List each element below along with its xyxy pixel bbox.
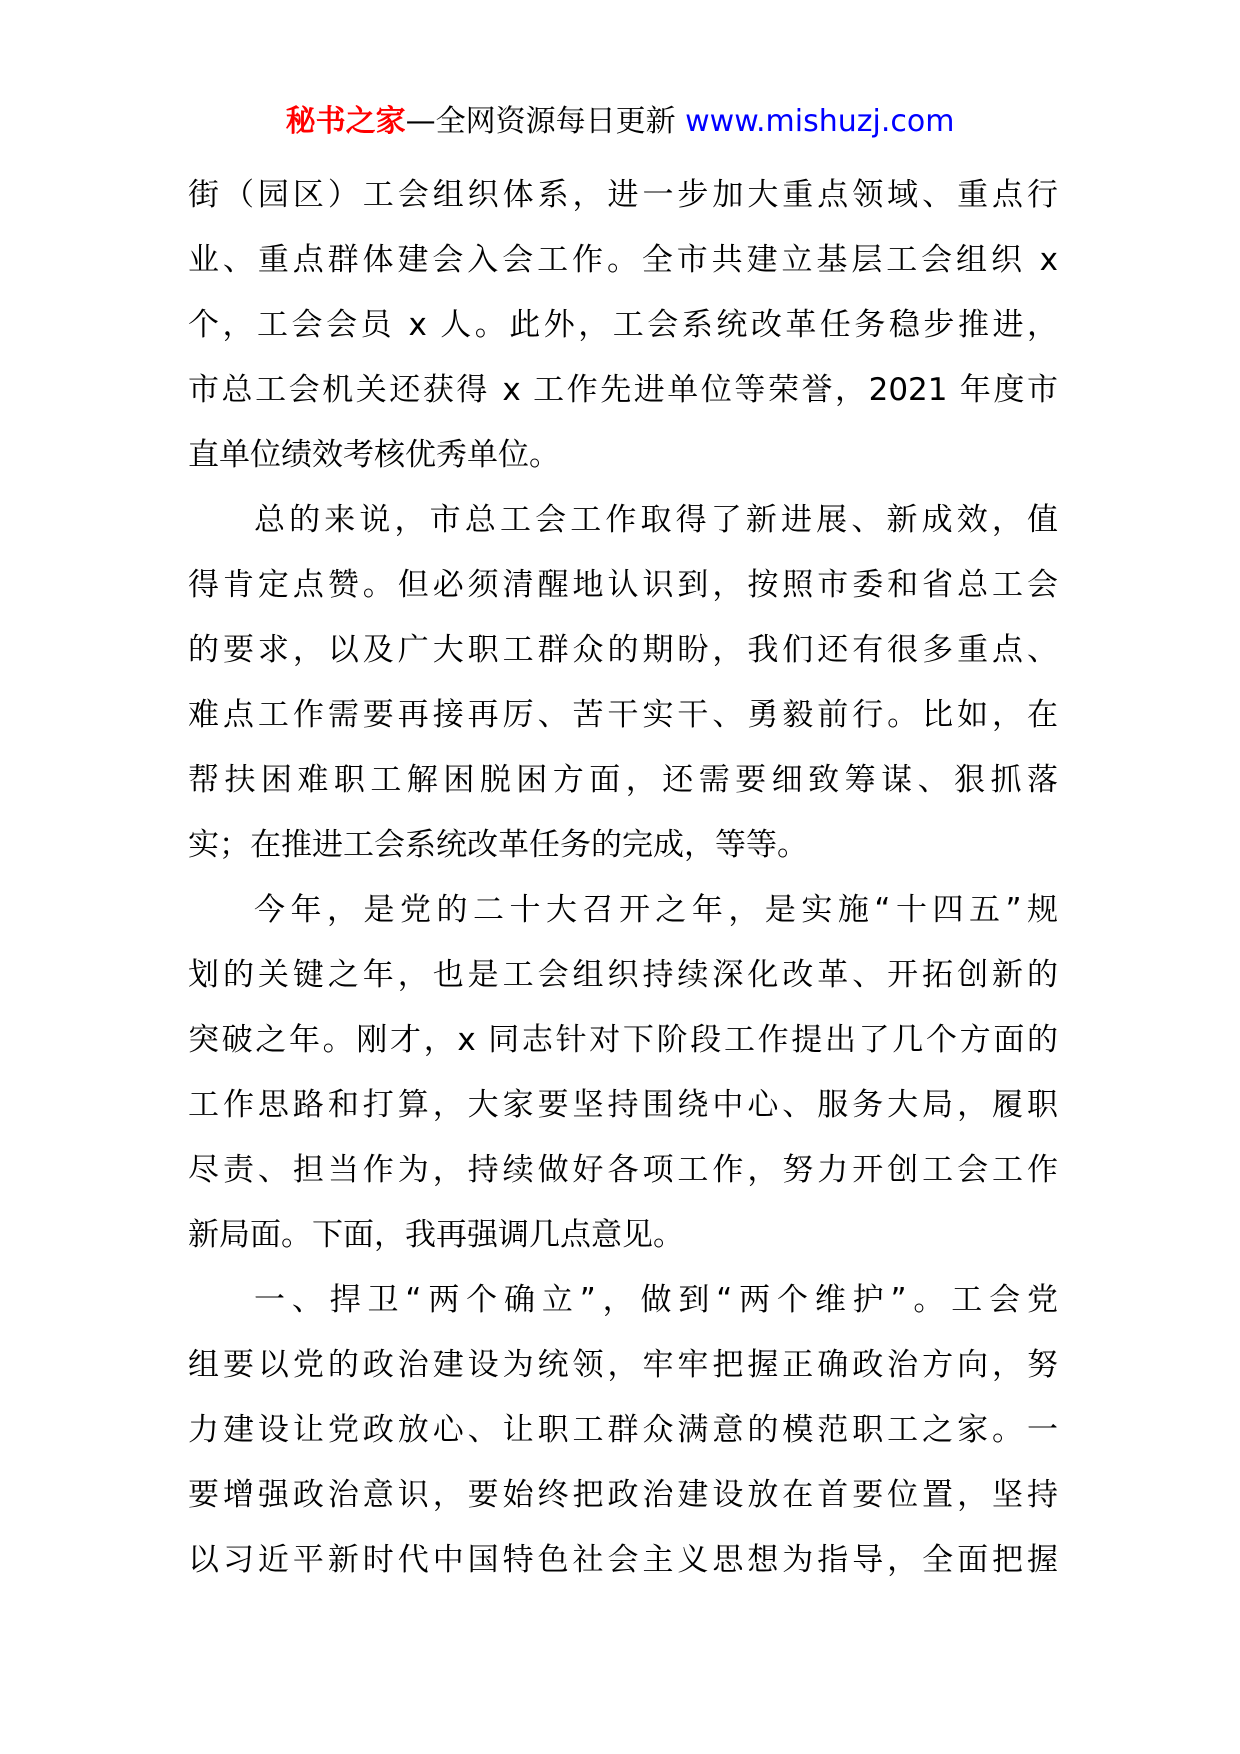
text-line: 得肯定点赞。但必须清醒地认识到，按照市委和省总工会 [188,567,1058,603]
text-line: 市总工会机关还获得 x 工作先进单位等荣誉，2021 年度市 [188,372,1058,408]
text-line: 总的来说，市总工会工作取得了新进展、新成效，值 [254,502,1058,538]
text-line: 尽责、担当作为，持续做好各项工作，努力开创工会工作 [188,1152,1058,1188]
text-line: 的要求，以及广大职工群众的期盼，我们还有很多重点、 [188,632,1058,668]
brand-name: 秘书之家 [285,104,406,139]
text-line: 新局面。下面，我再强调几点意见。 [188,1217,684,1253]
text-line: 以习近平新时代中国特色社会主义思想为指导，全面把握 [188,1542,1058,1578]
text-line: 突破之年。刚才，x 同志针对下阶段工作提出了几个方面的 [188,1022,1058,1058]
text-line: 今年，是党的二十大召开之年，是实施“十四五”规 [254,892,1058,928]
text-line: 实；在推进工会系统改革任务的完成，等等。 [188,827,808,863]
text-line: 业、重点群体建会入会工作。全市共建立基层工会组织 x [188,242,1058,278]
document-body [188,163,1058,1593]
text-line: 组要以党的政治建设为统领，牢牢把握正确政治方向，努 [188,1347,1058,1383]
text-line: 街（园区）工会组织体系，进一步加大重点领域、重点行 [188,177,1058,213]
text-line: 个，工会会员 x 人。此外，工会系统改革任务稳步推进， [188,307,1058,343]
text-line: 工作思路和打算，大家要坚持围绕中心、服务大局，履职 [188,1087,1058,1123]
website-link[interactable]: www.mishuzj.com [685,104,955,139]
text-line: 划的关键之年，也是工会组织持续深化改革、开拓创新的 [188,957,1058,993]
text-line: 帮扶困难职工解困脱困方面，还需要细致筹谋、狠抓落 [188,762,1058,798]
page-header [0,100,1240,144]
text-line: 要增强政治意识，要始终把政治建设放在首要位置，坚持 [188,1477,1058,1513]
text-line: 力建设让党政放心、让职工群众满意的模范职工之家。一 [188,1412,1058,1448]
text-line: 难点工作需要再接再厉、苦干实干、勇毅前行。比如，在 [188,697,1058,733]
header-tagline: —全网资源每日更新 [405,104,676,139]
text-line: 一、捍卫“两个确立”，做到“两个维护”。工会党 [254,1282,1058,1318]
text-line: 直单位绩效考核优秀单位。 [188,437,560,473]
